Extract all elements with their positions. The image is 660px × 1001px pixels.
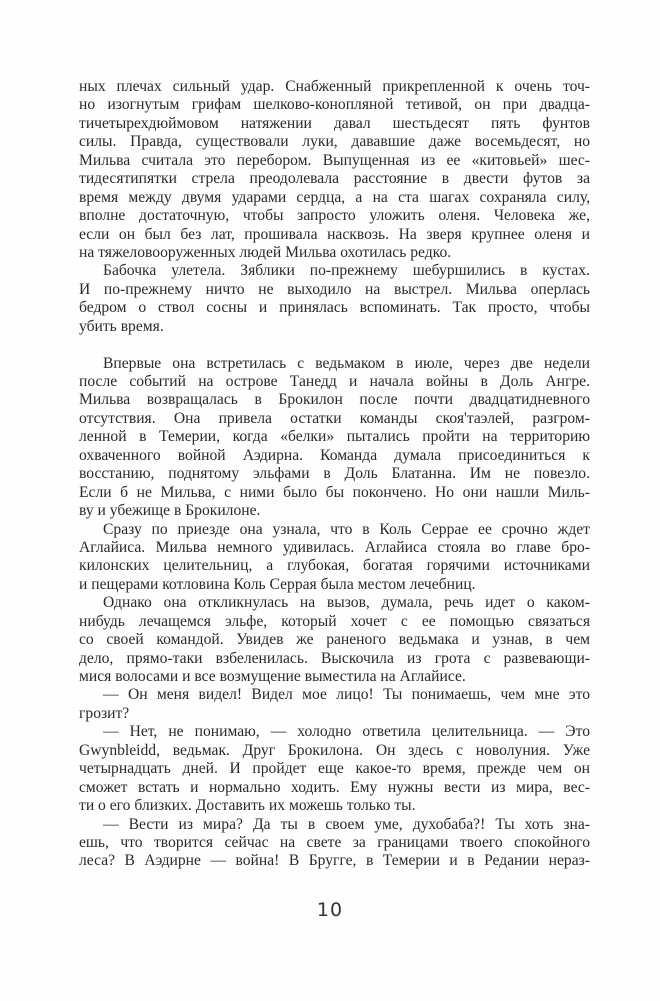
paragraph	[79, 262, 590, 336]
text-line: восстанию, поднятому эльфами в Доль Блатанна. Им не повезло.	[79, 465, 590, 483]
text-line: грозит?	[79, 704, 130, 722]
text-line: бедром о ствол сосны и принялась вспоминать. Так просто, чтобы	[79, 299, 590, 317]
text-line: тичетырехдюймовом натяжении давал шестьдесят пять фунтов	[79, 114, 590, 132]
text-line: ленной в Темерии, когда «белки» пытались пройти на территорию	[79, 428, 590, 446]
text-line: леса? В Аэдирне — война! В Бругге, в Темерии и в Редании нераз-	[79, 852, 590, 870]
text-line: и пещерами котловина Коль Серрая была местом лечебниц.	[79, 575, 476, 593]
text-line: Однако она откликнулась на вызов, думала, речь идет о каком-	[103, 594, 590, 612]
text-line: Мильва считала это перебором. Выпущенная из ее «китовьей» шес-	[79, 151, 590, 169]
text-line: если он был без лат, прошивала насквозь. На зверя крупнее оленя и	[79, 225, 590, 243]
paragraph	[79, 686, 590, 723]
text-line: сможет встать и нормально ходить. Ему нужны вести из мира, вес-	[79, 778, 590, 796]
paragraph	[79, 723, 590, 815]
text-line: — Он меня видел! Видел мое лицо! Ты понимаешь, чем мне это	[103, 686, 590, 704]
text-line: — Вести из мира? Да ты в своем уме, духобаба?! Ты хоть зна-	[103, 815, 590, 833]
text-line: силы. Правда, существовали луки, дававшие даже восемьдесят, но	[79, 133, 590, 151]
text-line: — Нет, не понимаю, — холодно ответила целительница. — Это	[103, 723, 590, 741]
paragraph	[79, 78, 590, 262]
paragraph	[79, 816, 590, 871]
body-text	[79, 78, 590, 871]
text-line: Бабочка улетела. Зяблики по-прежнему шебуршились в кустах.	[103, 262, 590, 280]
text-line: четырнадцать дней. И пройдет еще какое-то время, прежде чем он	[79, 760, 590, 778]
text-line: со своей командой. Увидев же раненого ведьмака и узнав, в чем	[79, 631, 590, 649]
text-line: после событий на острове Танедд и начала войны в Доль Ангре.	[79, 373, 590, 390]
text-line: Сразу по приезде она узнала, что в Коль Серрае ее срочно ждет	[103, 520, 590, 538]
text-line: Gwynbleidd, ведьмак. Друг Брокилона. Он здесь с новолуния. Уже	[79, 741, 590, 759]
text-line: Мильва возвращалась в Брокилон после почти двадцатидневного	[79, 391, 590, 409]
text-line: отсутствия. Она привела остатки команды скоя'таэлей, разгром-	[79, 409, 590, 427]
text-line: ешь, что творится сейчас на свете за границами твоего спокойного	[79, 833, 590, 851]
text-line: Аглайиса. Мильва немного удивилась. Аглайиса стояла во главе бро-	[79, 538, 590, 556]
text-line: на тяжеловооруженных людей Мильва охотилась редко.	[79, 243, 452, 261]
text-line: И по-прежнему ничто не выходило на выстрел. Мильва оперлась	[79, 280, 590, 298]
text-line: охваченного войной Аэдирна. Команда думала присоединиться к	[79, 446, 590, 464]
paragraph	[79, 521, 590, 595]
text-line: нибудь лечащемся эльфе, который хочет с ее помощью связаться	[79, 612, 590, 630]
text-line: Впервые она встретилась с ведьмаком в июле, через две недели	[103, 354, 590, 372]
text-line: килонских целительниц, а глубокая, богатая горячими источниками	[79, 557, 590, 575]
text-line: ных плечах сильный удар. Снабженный прикрепленной к очень точ-	[79, 78, 590, 95]
text-line: вполне достаточную, чтобы запросто уложить оленя. Человека же,	[79, 207, 590, 225]
paragraph	[79, 594, 590, 686]
page-number: 10	[316, 899, 344, 921]
text-line: тидесятипятки стрела преодолевала расстояние в двести футов за	[79, 170, 590, 188]
text-line: мися волосами и все возмущение выместила на Аглайисе.	[79, 668, 466, 685]
text-line: убить время.	[79, 317, 164, 335]
text-line: ти о его близких. Доставить их можешь только ты.	[79, 797, 416, 815]
text-line: дело, прямо-таки взбеленилась. Выскочила из грота с развевающи-	[79, 649, 590, 667]
text-line: Если б не Мильва, с ними было бы покончено. Но они нашли Миль-	[79, 483, 590, 501]
text-line: ву и убежище в Брокилоне.	[79, 502, 261, 520]
paragraph	[79, 355, 590, 521]
text-line: время между двумя ударами сердца, а на ста шагах сохраняла силу,	[79, 188, 590, 206]
text-line: но изогнутым грифам шелково-конопляной тетивой, он при двадца-	[79, 96, 590, 114]
